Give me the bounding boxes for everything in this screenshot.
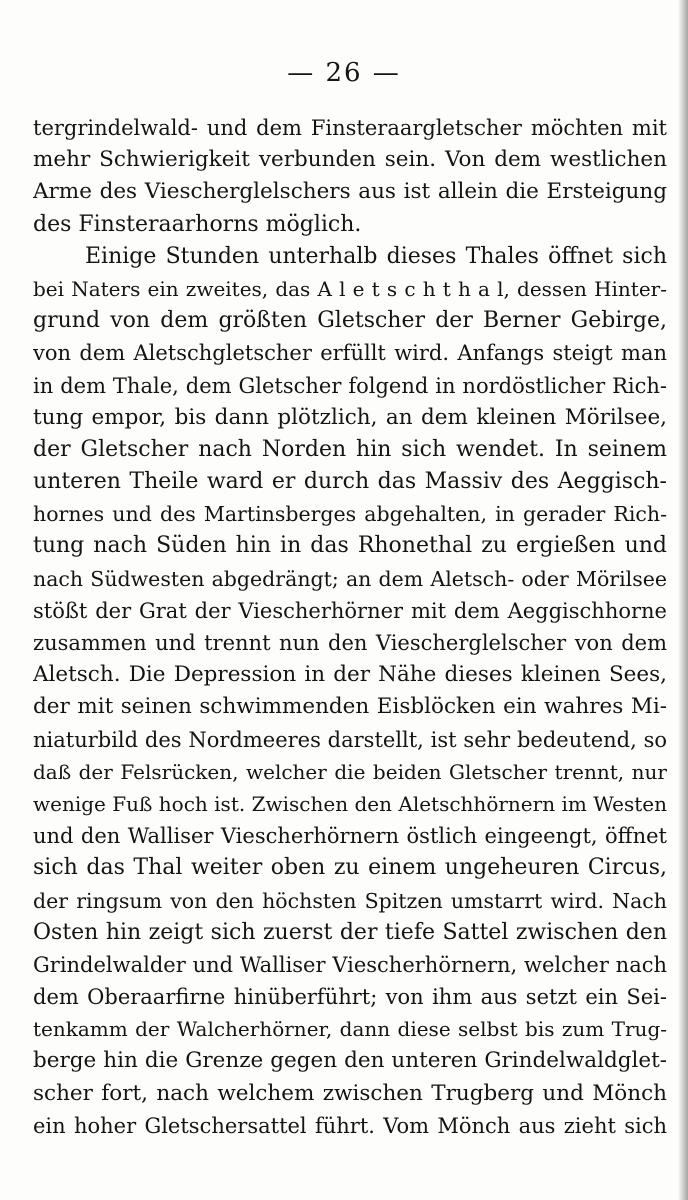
text-line: zusammen und trennt nun den Viescherglelscher von dem <box>33 631 667 655</box>
text-line: hornes und des Martinsberges abgehalten, in gerader Rich- <box>33 502 667 527</box>
text-line: mehr Schwierigkeit verbunden sein. Von dem westlichen <box>33 147 667 173</box>
text-line: sich das Thal weiter oben zu einem ungeheuren Circus, <box>33 855 667 881</box>
text-line: und den Walliser Viescherhörnern östlich eingeengt, öffnet <box>33 824 667 849</box>
text-line: der mit seinen schwimmenden Eisblöcken ein wahres Mi- <box>33 694 667 720</box>
text-line: unteren Theile ward er durch das Massiv des Aeggisch- <box>33 469 667 495</box>
body-text <box>33 112 667 1142</box>
text-line: dem Oberaarfirne hinüberführt; von ihm aus setzt ein Sei- <box>33 985 667 1010</box>
text-line: daß der Felsrücken, welcher die beiden Gletscher trennt, nur <box>33 759 667 784</box>
text-line: bei Naters ein zweites, das A l e t s c h t h a l, dessen Hinter- <box>33 276 667 301</box>
text-line: in dem Thale, dem Gletscher folgend in nordöstlicher Rich- <box>33 373 667 398</box>
text-line: Einige Stunden unterhalb dieses Thales öffnet sich <box>85 243 667 269</box>
text-line: Arme des Viescherglelschers aus ist allein die Ersteigung <box>33 179 667 205</box>
text-line: ein hoher Gletschersattel führt. Vom Mönch aus zieht sich <box>33 1113 667 1138</box>
text-line: stößt der Grat der Viescherhörner mit dem Aeggischhorne <box>33 598 667 623</box>
text-line: grund von dem größten Gletscher der Berner Gebirge, <box>33 308 667 334</box>
text-line: niaturbild des Nordmeeres darstellt, ist sehr bedeutend, so <box>33 727 667 752</box>
text-line: Aletsch. Die Depression in der Nähe dieses kleinen Sees, <box>33 662 667 688</box>
text-line: des Finsteraarhorns möglich. <box>33 211 362 237</box>
text-line: tenkamm der Walcherhörner, dann diese selbst bis zum Trug- <box>33 1017 667 1042</box>
text-line: berge hin die Grenze gegen den unteren Grindelwaldglet- <box>33 1048 667 1074</box>
text-line: Grindelwalder und Walliser Viescherhörnern, welcher nach <box>33 952 667 977</box>
text-line: tergrindelwald- und dem Finsteraargletscher möchten mit <box>33 116 667 140</box>
text-line: von dem Aletschgletscher erfüllt wird. Anfangs steigt man <box>33 341 667 366</box>
text-line: Osten hin zeigt sich zuerst der tiefe Sattel zwischen den <box>33 919 667 945</box>
text-line: wenige Fuß hoch ist. Zwischen den Aletschhörnern im Westen <box>33 791 667 816</box>
text-line: tung nach Süden hin in das Rhonethal zu ergießen und <box>33 533 667 559</box>
text-line: scher fort, nach welchem zwischen Trugberg und Mönch <box>33 1080 667 1106</box>
text-line: der ringsum von den höchsten Spitzen umstarrt wird. Nach <box>33 888 667 913</box>
text-line: tung empor, bis dann plötzlich, an dem kleinen Mörilsee, <box>33 404 667 430</box>
text-line: nach Südwesten abgedrängt; an dem Aletsch- oder Mörilsee <box>33 566 667 591</box>
text-line: der Gletscher nach Norden hin sich wendet. In seinem <box>33 436 667 462</box>
page-number: — 26 — <box>287 58 401 88</box>
page-edge-shadow <box>678 0 688 1200</box>
